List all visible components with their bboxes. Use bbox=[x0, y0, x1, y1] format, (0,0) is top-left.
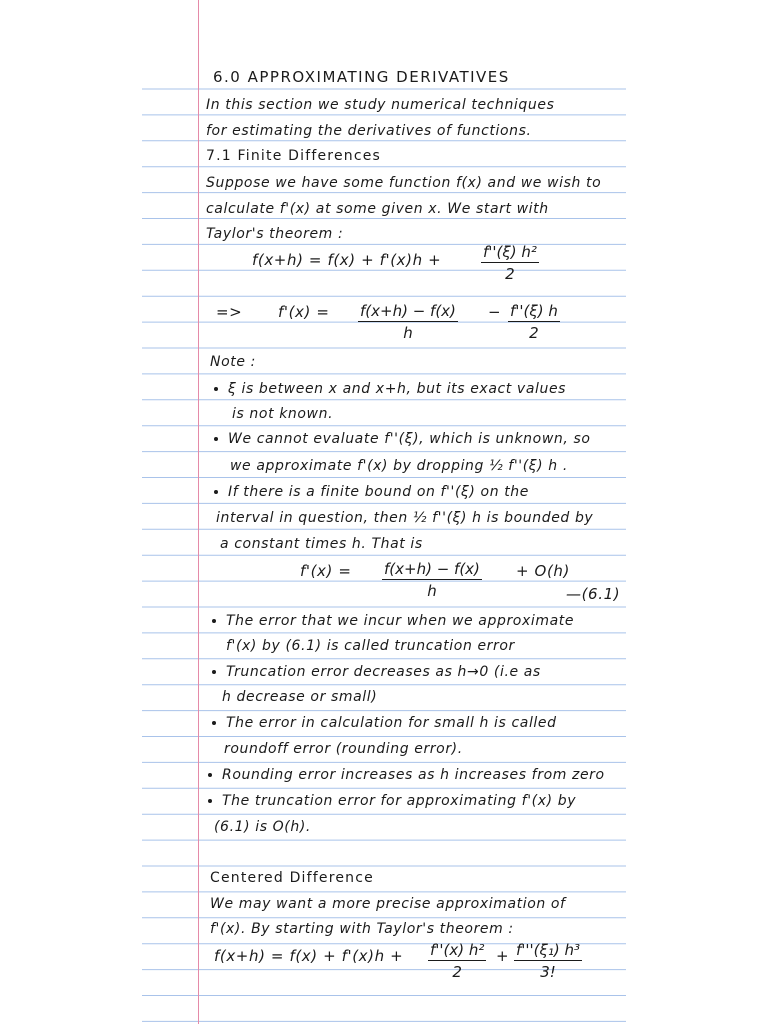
bullet-icon bbox=[214, 490, 218, 494]
note-1-cont: is not known. bbox=[232, 406, 334, 422]
note-2-text: We cannot evaluate f''(ξ), which is unknown, so bbox=[228, 431, 591, 447]
point-4-text: Rounding error increases as h increases from zero bbox=[222, 767, 605, 783]
bullet-icon bbox=[214, 437, 218, 441]
point-3-text: The error in calculation for small h is called bbox=[226, 715, 557, 731]
note-1 bbox=[214, 380, 566, 398]
eq2-denominator-1: h bbox=[403, 324, 413, 342]
section-title: 6.0 APPROXIMATING DERIVATIVES bbox=[213, 68, 510, 86]
eq3-numerator: f(x+h) − f(x) bbox=[384, 560, 480, 578]
eq1-fraction bbox=[481, 243, 539, 283]
setup-line-1: Suppose we have some function f(x) and we wish to bbox=[206, 175, 602, 191]
eq4-numerator-1: f''(x) h² bbox=[430, 941, 485, 959]
eq4-fraction-1 bbox=[428, 941, 486, 981]
eq3-label: —(6.1) bbox=[566, 585, 621, 603]
bullet-icon bbox=[212, 619, 216, 623]
eq4-numerator-2: f'''(ξ₁) h³ bbox=[516, 941, 581, 959]
bullet-icon bbox=[208, 773, 212, 777]
eq4-lhs: f(x+h) = f(x) + f'(x)h + bbox=[214, 947, 404, 965]
point-4 bbox=[208, 766, 605, 784]
centered-line-1: We may want a more precise approximation of bbox=[210, 896, 566, 912]
note-3-cont-2: a constant times h. That is bbox=[220, 536, 423, 552]
point-1-text: The error that we incur when we approximate bbox=[226, 613, 575, 629]
eq1-numerator: f''(ξ) h² bbox=[483, 243, 537, 261]
setup-line-3: Taylor's theorem : bbox=[206, 226, 344, 242]
point-3-cont: roundoff error (rounding error). bbox=[224, 741, 463, 757]
note-1-text: ξ is between x and x+h, but its exact values bbox=[228, 381, 567, 397]
eq4-denominator-1: 2 bbox=[452, 963, 462, 981]
bullet-icon bbox=[214, 387, 218, 391]
eq2-numerator-2: f''(ξ) h bbox=[510, 302, 558, 320]
note-2-cont: we approximate f'(x) by dropping ½ f''(ξ) h . bbox=[230, 458, 568, 474]
eq3-rhs: + O(h) bbox=[516, 562, 570, 580]
setup-line-2: calculate f'(x) at some given x. We start with bbox=[206, 201, 549, 217]
note-2 bbox=[214, 430, 591, 448]
eq2-numerator-1: f(x+h) − f(x) bbox=[360, 302, 456, 320]
subsection-title: 7.1 Finite Differences bbox=[206, 148, 382, 164]
eq2-fraction-2 bbox=[508, 302, 560, 342]
point-3 bbox=[212, 714, 557, 732]
point-2-cont: h decrease or small) bbox=[222, 689, 378, 705]
implies-arrow: => bbox=[216, 303, 243, 321]
eq4-plus: + bbox=[496, 947, 510, 965]
point-1-cont: f'(x) by (6.1) is called truncation error bbox=[226, 638, 515, 654]
eq1-denominator: 2 bbox=[505, 265, 515, 283]
centered-title: Centered Difference bbox=[210, 870, 374, 886]
note-3-text: If there is a finite bound on f''(ξ) on the bbox=[228, 484, 529, 500]
eq2-denominator-2: 2 bbox=[529, 324, 539, 342]
eq1-lhs: f(x+h) = f(x) + f'(x)h + bbox=[252, 251, 442, 269]
point-5 bbox=[208, 792, 576, 810]
eq4-fraction-2 bbox=[514, 941, 582, 981]
bullet-icon bbox=[208, 799, 212, 803]
point-5-cont: (6.1) is O(h). bbox=[214, 819, 311, 835]
eq2-fraction-1 bbox=[358, 302, 458, 342]
eq2-lhs: f'(x) = bbox=[278, 303, 330, 321]
point-2-text: Truncation error decreases as h→0 (i.e as bbox=[226, 664, 541, 680]
eq3-denominator: h bbox=[427, 582, 437, 600]
note-3 bbox=[214, 483, 529, 501]
bullet-icon bbox=[212, 721, 216, 725]
note-3-cont-1: interval in question, then ½ f''(ξ) h is bounded by bbox=[216, 510, 594, 526]
point-2 bbox=[212, 663, 541, 681]
eq3-lhs: f'(x) = bbox=[300, 562, 352, 580]
eq3-fraction bbox=[382, 560, 482, 600]
intro-line-2: for estimating the derivatives of functions. bbox=[206, 123, 532, 139]
point-5-text: The truncation error for approximating f'(x) by bbox=[222, 793, 577, 809]
eq4-denominator-2: 3! bbox=[540, 963, 556, 981]
bullet-icon bbox=[212, 670, 216, 674]
eq2-minus: − bbox=[488, 303, 502, 321]
point-1 bbox=[212, 612, 574, 630]
centered-line-2: f'(x). By starting with Taylor's theorem : bbox=[210, 921, 514, 937]
intro-line-1: In this section we study numerical techniques bbox=[206, 97, 555, 113]
note-label: Note : bbox=[210, 354, 256, 370]
